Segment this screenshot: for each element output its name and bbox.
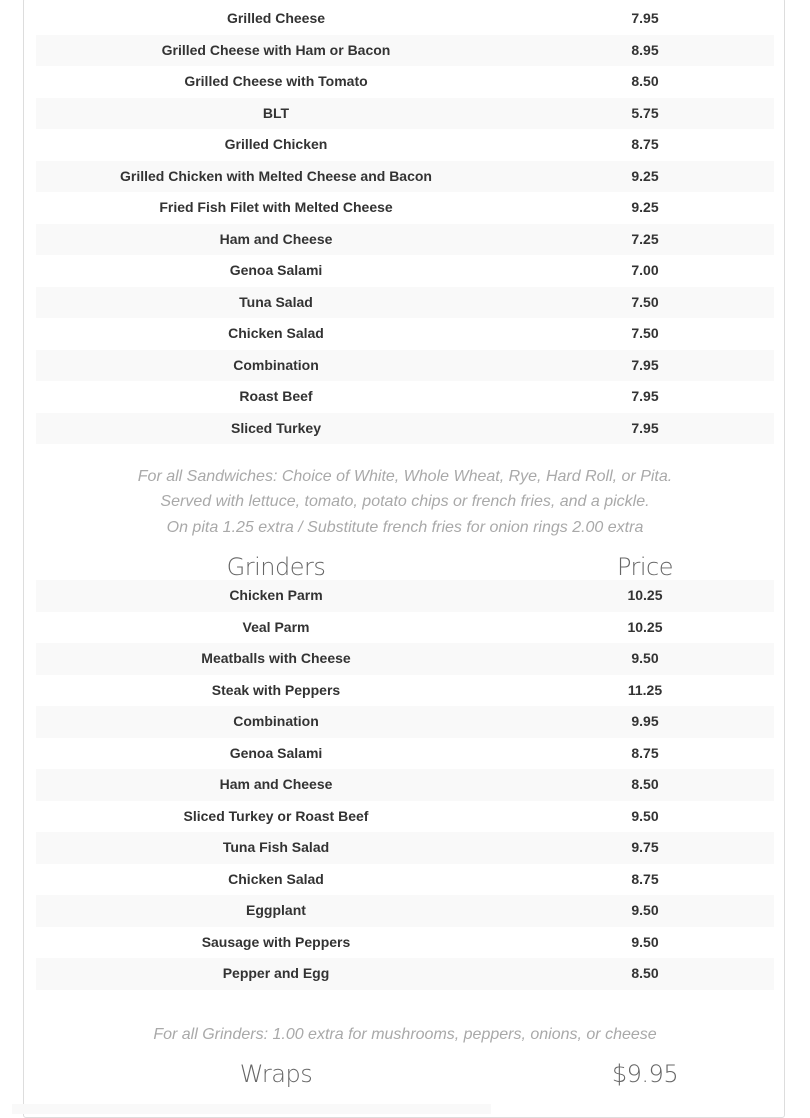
table-row — [36, 255, 774, 287]
menu-item-price: 10.25 — [627, 618, 663, 635]
table-row — [36, 801, 774, 833]
sandwich-note-1: For all Sandwiches: Choice of White, Whole Wheat, Rye, Hard Roll, or Pita. — [137, 468, 673, 485]
menu-item-name: Combination — [36, 706, 516, 738]
menu-item-price: 7.25 — [516, 224, 774, 256]
menu-item-name: Genoa Salami — [229, 262, 323, 278]
menu-item-price: 8.75 — [631, 744, 659, 761]
grinders-price-label: Price — [616, 553, 674, 581]
table-row — [36, 612, 774, 644]
table-row — [36, 35, 774, 67]
table-row — [36, 224, 774, 256]
table-row — [36, 738, 774, 770]
menu-item-name: BLT — [36, 98, 516, 130]
table-row — [36, 832, 774, 864]
menu-item-name: Chicken Salad — [228, 325, 324, 341]
menu-item-price: 9.25 — [516, 161, 774, 193]
grinders-table — [36, 580, 774, 990]
table-row — [36, 129, 774, 161]
menu-item-name: Chicken Parm — [36, 580, 516, 612]
menu-item-price: 5.75 — [516, 98, 774, 130]
menu-item-price: 7.95 — [516, 350, 774, 382]
menu-item-price: 9.50 — [631, 933, 659, 950]
menu-item-name: Ham and Cheese — [36, 769, 516, 801]
menu-item-name: Sliced Turkey — [36, 413, 516, 445]
table-row — [36, 864, 774, 896]
menu-item-name: Sliced Turkey or Roast Beef — [183, 807, 369, 824]
table-row — [36, 413, 774, 445]
menu-item-name: Fried Fish Filet with Melted Cheese — [159, 199, 393, 215]
menu-item-price: 7.95 — [516, 413, 774, 445]
sandwiches-section — [36, 3, 774, 444]
wraps-header — [36, 1056, 774, 1092]
menu-item-name: Grilled Cheese with Ham or Bacon — [36, 35, 516, 67]
menu-item-name: Tuna Salad — [36, 287, 516, 319]
menu-item-price: 8.50 — [516, 958, 774, 990]
menu-item-price: 7.95 — [631, 388, 659, 404]
menu-item-price: 10.25 — [516, 580, 774, 612]
menu-item-name: Steak with Peppers — [211, 681, 341, 698]
menu-item-price: 7.50 — [631, 325, 659, 341]
menu-item-name: Meatballs with Cheese — [36, 643, 516, 675]
table-row — [36, 381, 774, 413]
menu-item-name: Grilled Cheese — [226, 10, 326, 26]
menu-item-price: 9.25 — [631, 199, 659, 215]
menu-item-price: 9.95 — [516, 706, 774, 738]
menu-item-price: 7.00 — [631, 262, 659, 278]
grinders-note: For all Grinders: 1.00 extra for mushrooms, peppers, onions, or cheese — [153, 1026, 657, 1043]
table-row — [36, 98, 774, 130]
menu-item-price: 9.50 — [631, 807, 659, 824]
table-row — [36, 958, 774, 990]
menu-item-name: Roast Beef — [239, 388, 313, 404]
wraps-price-label: $9.95 — [611, 1060, 679, 1088]
sandwiches-table — [36, 3, 774, 444]
menu-item-price: 8.50 — [516, 769, 774, 801]
menu-item-name: Ham and Cheese — [36, 224, 516, 256]
menu-item-price: 11.25 — [627, 681, 663, 698]
grinders-header — [36, 549, 774, 585]
table-row — [36, 318, 774, 350]
menu-item-price: 9.75 — [516, 832, 774, 864]
table-row — [36, 643, 774, 675]
table-row — [36, 161, 774, 193]
grinders-title: Grinders — [226, 553, 326, 581]
menu-item-name: Pepper and Egg — [36, 958, 516, 990]
menu-item-price: 7.95 — [631, 10, 659, 26]
menu-item-name: Combination — [36, 350, 516, 382]
menu-item-name: Sausage with Peppers — [201, 933, 351, 950]
menu-item-name: Grilled Chicken — [224, 136, 328, 152]
menu-item-price: 7.50 — [516, 287, 774, 319]
grinders-section — [36, 580, 774, 990]
menu-item-price: 9.50 — [516, 643, 774, 675]
table-row — [36, 706, 774, 738]
table-row — [36, 66, 774, 98]
table-row — [36, 769, 774, 801]
menu-item-price: 8.50 — [631, 73, 659, 89]
wraps-title: Wraps — [239, 1060, 313, 1088]
menu-item-name: Chicken Salad — [228, 870, 324, 887]
table-row — [36, 192, 774, 224]
table-row — [36, 3, 774, 35]
table-row — [36, 927, 774, 959]
menu-item-price: 9.50 — [516, 895, 774, 927]
table-row — [36, 350, 774, 382]
wraps-table-row — [12, 1104, 491, 1114]
table-row — [36, 675, 774, 707]
menu-item-name: Grilled Cheese with Tomato — [184, 73, 368, 89]
menu-item-name: Tuna Fish Salad — [36, 832, 516, 864]
menu-item-name: Veal Parm — [242, 618, 310, 635]
menu-item-price: 8.75 — [631, 870, 659, 887]
menu-item-name: Eggplant — [36, 895, 516, 927]
sandwich-note-2: Served with lettuce, tomato, potato chips or french fries, and a pickle. — [160, 493, 650, 510]
table-row — [36, 895, 774, 927]
menu-item-price: 8.95 — [516, 35, 774, 67]
menu-item-name: Genoa Salami — [229, 744, 323, 761]
sandwich-note-3: On pita 1.25 extra / Substitute french fries for onion rings 2.00 extra — [166, 519, 644, 536]
menu-item-price: 8.75 — [631, 136, 659, 152]
menu-item-name: Grilled Chicken with Melted Cheese and Bacon — [36, 161, 516, 193]
table-row — [36, 287, 774, 319]
